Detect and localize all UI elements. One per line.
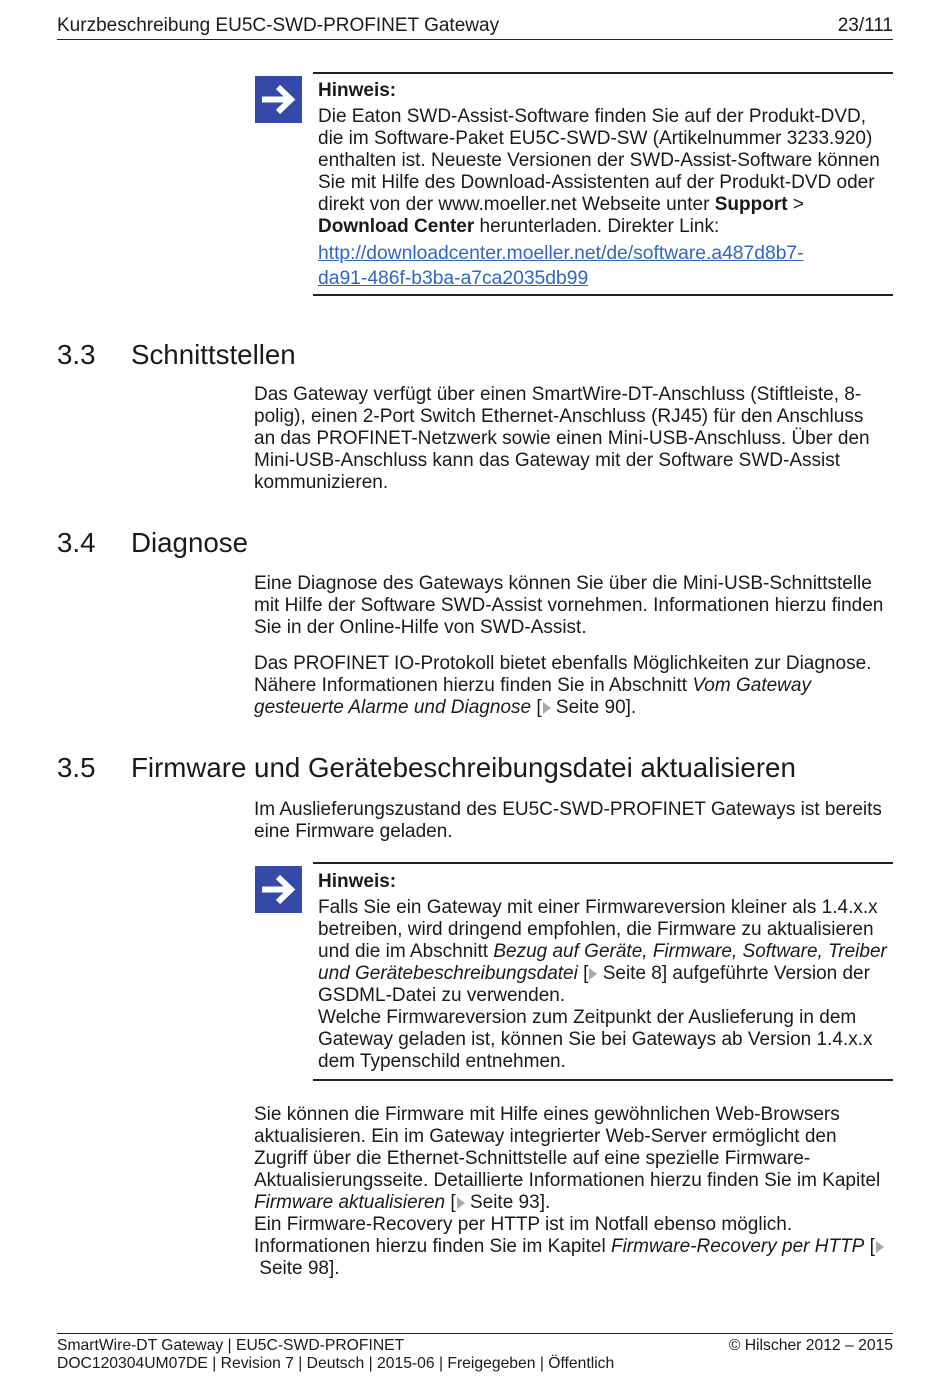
- text-line: [254, 1192, 884, 1214]
- section-number: 3.4: [57, 527, 96, 558]
- text-segment: Nähere Informationen hierzu finden Sie in Abschnitt: [254, 675, 693, 696]
- cross-reference-arrow-icon: [457, 1197, 465, 1209]
- page-reference-link[interactable]: Seite 93: [464, 1192, 540, 1213]
- cross-reference-arrow-icon: [543, 702, 551, 714]
- download-link-line[interactable]: da91-486f-b3ba-a7ca2035db99: [318, 268, 589, 289]
- text-line: Im Auslieferungszustand des EU5C-SWD-PROFINET Gateways ist bereits: [254, 799, 882, 820]
- text-line: an das PROFINET-Netzwerk sowie einen Mini-USB-Anschluss. Über den: [254, 428, 870, 449]
- paragraph: [254, 384, 870, 494]
- note-text-line: Gateway geladen ist, können Sie bei Gateways ab Version 1.4.x.x: [318, 1029, 873, 1050]
- text-segment: ].: [329, 1258, 340, 1279]
- note-text-line: GSDML-Datei zu verwenden.: [318, 985, 566, 1006]
- note-text-line: enthalten ist. Neueste Versionen der SWD-Assist-Software können: [318, 150, 880, 171]
- paragraph: [254, 1104, 884, 1280]
- menu-name-support: Support: [714, 194, 788, 215]
- section-title: Schnittstellen: [131, 339, 296, 370]
- text-line: Aktualisierungsseite. Detaillierte Informationen hierzu finden Sie im Kapitel: [254, 1170, 881, 1191]
- note-text-line: betreiben, wird dringend empfohlen, die Firmware zu aktualisieren: [318, 919, 874, 940]
- note-text-line: [318, 963, 887, 985]
- text-line: [254, 1236, 884, 1258]
- text-line: Zugriff über die Ethernet-Schnittstelle auf eine spezielle Firmware-: [254, 1148, 811, 1169]
- note-text-line: [318, 941, 887, 963]
- note-text-segment: [: [577, 963, 589, 984]
- note-top-rule: [313, 862, 893, 864]
- text-line: polig), einen 2-Port Switch Ethernet-Anschluss (RJ45) für den Anschluss: [254, 406, 864, 427]
- text-segment: [: [864, 1236, 875, 1257]
- page-reference-link[interactable]: Seite 8: [597, 963, 662, 984]
- footer-copyright: © Hilscher 2012 – 2015: [728, 1337, 893, 1354]
- note-text-segment: ] aufgeführte Version der: [661, 963, 870, 984]
- text-segment: ].: [539, 1192, 551, 1213]
- menu-name-download-center: Download Center: [318, 216, 475, 237]
- cross-reference-title: Firmware-Recovery per HTTP: [610, 1236, 865, 1257]
- footer-product: SmartWire-DT Gateway | EU5C-SWD-PROFINET: [57, 1337, 405, 1354]
- text-line: [254, 697, 871, 719]
- note-text-segment: und die im Abschnitt: [318, 941, 494, 962]
- download-center-link[interactable]: [318, 241, 880, 291]
- text-line: eine Firmware geladen.: [254, 821, 453, 842]
- note-text: [318, 106, 880, 238]
- note-arrow-icon: [255, 76, 302, 123]
- text-line: mit Hilfe der Software SWD-Assist vornehmen. Informationen hierzu finden: [254, 595, 884, 616]
- download-link-line[interactable]: http://downloadcenter.moeller.net/de/software.a487d8b7-: [318, 243, 804, 264]
- note-bottom-rule: [313, 294, 893, 296]
- section-number: 3.3: [57, 339, 96, 370]
- note-label: Hinweis:: [318, 80, 397, 101]
- note-firmware-version: [318, 871, 887, 1073]
- cross-reference-title: und Gerätebeschreibungsdatei: [318, 963, 578, 984]
- note-text-line: Sie mit Hilfe des Download-Assistenten auf der Produkt-DVD oder: [318, 172, 875, 193]
- note-arrow-icon: [255, 866, 302, 913]
- page-reference-link[interactable]: Seite 90: [550, 697, 626, 718]
- note-text-line: die im Software-Paket EU5C-SWD-SW (Artikelnummer 3233.920): [318, 128, 873, 149]
- text-line: [254, 1258, 884, 1280]
- note-label: Hinweis:: [318, 871, 397, 892]
- text-segment: Informationen hierzu finden Sie im Kapitel: [254, 1236, 611, 1257]
- section-title: Diagnose: [131, 527, 248, 558]
- text-line: Ein Firmware-Recovery per HTTP ist im Notfall ebenso möglich.: [254, 1214, 793, 1235]
- text-line: Das Gateway verfügt über einen SmartWire-DT-Anschluss (Stiftleiste, 8-: [254, 384, 862, 405]
- text-segment: ].: [625, 697, 637, 718]
- running-header-title: Kurzbeschreibung EU5C-SWD-PROFINET Gateway: [57, 15, 500, 36]
- text-line: Mini-USB-Anschluss kann das Gateway mit der Software SWD-Assist: [254, 450, 841, 471]
- note-top-rule: [313, 72, 893, 74]
- cross-reference-arrow-icon: [876, 1241, 884, 1253]
- text-line: aktualisieren. Ein im Gateway integrierter Web-Server ermöglicht den: [254, 1126, 837, 1147]
- note-text-segment: herunterladen. Direkter Link:: [474, 216, 720, 237]
- note-text-segment: >: [787, 194, 804, 215]
- paragraph: [254, 799, 882, 843]
- text-line: kommunizieren.: [254, 472, 389, 493]
- text-line: Sie in der Online-Hilfe von SWD-Assist.: [254, 617, 587, 638]
- text-line: Das PROFINET IO-Protokoll bietet ebenfalls Möglichkeiten zur Diagnose.: [254, 653, 872, 674]
- footer-document-info: DOC120304UM07DE | Revision 7 | Deutsch | 2015-06 | Freigegeben | Öffentlich: [57, 1355, 615, 1372]
- note-text-line: [318, 216, 880, 238]
- text-line: Eine Diagnose des Gateways können Sie über die Mini-USB-Schnittstelle: [254, 573, 872, 594]
- note-text-line: Die Eaton SWD-Assist-Software finden Sie auf der Produkt-DVD,: [318, 106, 867, 127]
- paragraph: [254, 653, 871, 719]
- note-text-segment: direkt von der www.moeller.net Webseite unter: [318, 194, 715, 215]
- header-rule: [57, 39, 893, 40]
- note-text: [318, 897, 887, 1073]
- cross-reference-title: Bezug auf Geräte, Firmware, Software, Treiber: [493, 941, 887, 962]
- paragraph: [254, 573, 883, 639]
- note-text-line: Falls Sie ein Gateway mit einer Firmwareversion kleiner als 1.4.x.x: [318, 897, 878, 918]
- note-text-line: Welche Firmwareversion zum Zeitpunkt der Auslieferung in dem: [318, 1007, 857, 1028]
- section-number: 3.5: [57, 752, 96, 783]
- note-text-line: dem Typenschild entnehmen.: [318, 1051, 566, 1072]
- cross-reference-title: Firmware aktualisieren: [254, 1192, 446, 1213]
- text-segment: [: [531, 697, 542, 718]
- page-reference-link[interactable]: Seite 98: [254, 1258, 329, 1279]
- text-line: Sie können die Firmware mit Hilfe eines gewöhnlichen Web-Browsers: [254, 1104, 840, 1125]
- text-line: [254, 675, 871, 697]
- footer-rule: [57, 1333, 893, 1334]
- text-segment: [: [445, 1192, 456, 1213]
- cross-reference-title: Vom Gateway: [692, 675, 811, 696]
- note-software-download: [318, 80, 880, 291]
- note-text-line: [318, 194, 880, 216]
- cross-reference-title: gesteuerte Alarme und Diagnose: [254, 697, 532, 718]
- section-title: Firmware und Gerätebeschreibungsdatei aktualisieren: [131, 752, 796, 783]
- note-bottom-rule: [313, 1079, 893, 1081]
- page-number: 23/111: [837, 15, 893, 36]
